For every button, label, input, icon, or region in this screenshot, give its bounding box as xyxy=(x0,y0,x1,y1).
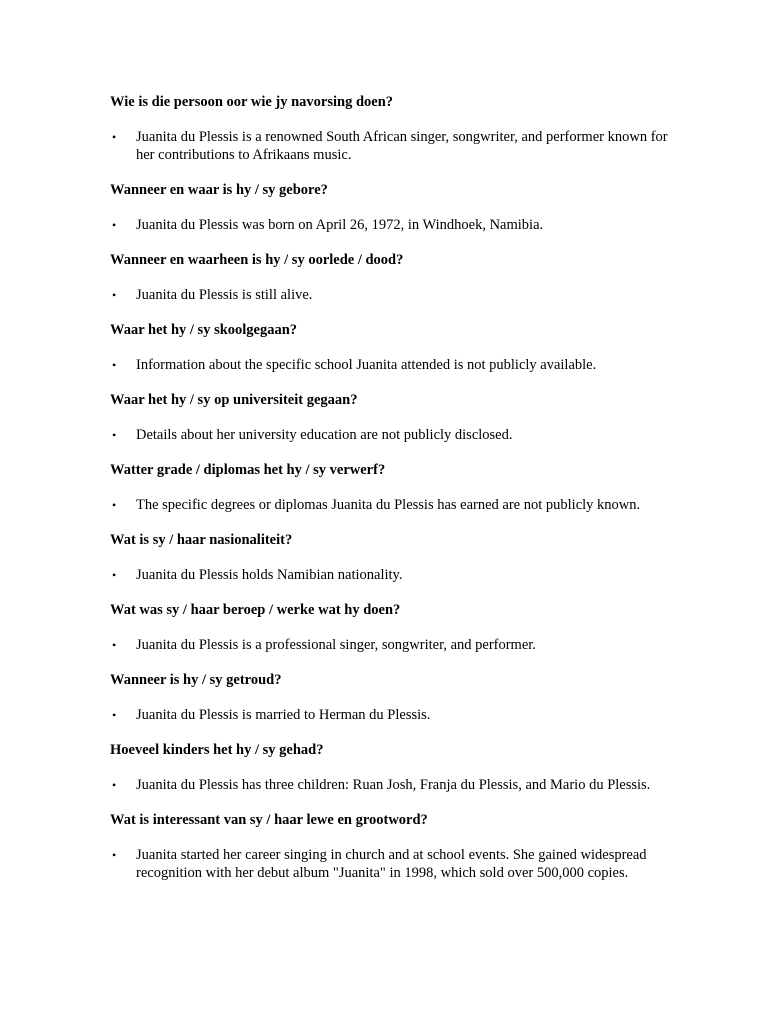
answer-item xyxy=(110,128,680,164)
question-heading: Wat is sy / haar nasionaliteit? xyxy=(110,532,293,548)
answer-text: Juanita started her career singing in church and at school events. She gained widespread recognition with her debut album "Juanita" in 1998, which sold over 500,000 copies. xyxy=(136,847,647,881)
qa-section xyxy=(110,601,680,654)
answer-text: Juanita du Plessis is still alive. xyxy=(136,287,313,303)
bullet-icon: • xyxy=(112,288,117,302)
answer-list xyxy=(110,776,680,794)
answer-item xyxy=(110,776,680,794)
bullet-icon: • xyxy=(112,498,117,512)
answer-text: Juanita du Plessis is married to Herman du Plessis. xyxy=(136,707,431,723)
answer-text: Details about her university education are not publicly disclosed. xyxy=(136,427,513,443)
answer-list xyxy=(110,128,680,164)
question-heading: Waar het hy / sy op universiteit gegaan? xyxy=(110,392,358,408)
answer-text: The specific degrees or diplomas Juanita du Plessis has earned are not publicly known. xyxy=(136,497,641,513)
qa-section xyxy=(110,251,680,304)
bullet-icon: • xyxy=(112,130,117,144)
question-heading: Hoeveel kinders het hy / sy gehad? xyxy=(110,742,324,758)
answer-list xyxy=(110,636,680,654)
question-heading: Wanneer en waarheen is hy / sy oorlede / dood? xyxy=(110,252,404,268)
answer-text: Juanita du Plessis has three children: Ruan Josh, Franja du Plessis, and Mario du Plessis. xyxy=(136,777,651,793)
question-heading: Wie is die persoon oor wie jy navorsing doen? xyxy=(110,94,394,110)
qa-section xyxy=(110,391,680,444)
bullet-icon: • xyxy=(112,708,117,722)
answer-text: Juanita du Plessis is a professional singer, songwriter, and performer. xyxy=(136,637,536,653)
qa-section xyxy=(110,321,680,374)
answer-list xyxy=(110,846,680,882)
qa-section xyxy=(110,811,680,882)
bullet-icon: • xyxy=(112,358,117,372)
answer-list xyxy=(110,216,680,234)
qa-section xyxy=(110,93,680,164)
answer-text: Juanita du Plessis was born on April 26, 1972, in Windhoek, Namibia. xyxy=(136,217,544,233)
answer-item xyxy=(110,216,680,234)
answer-list xyxy=(110,496,680,514)
answer-list xyxy=(110,566,680,584)
answer-item xyxy=(110,426,680,444)
answer-list xyxy=(110,356,680,374)
question-heading: Wat is interessant van sy / haar lewe en grootword? xyxy=(110,812,428,828)
question-heading: Wat was sy / haar beroep / werke wat hy doen? xyxy=(110,602,401,618)
qa-section xyxy=(110,531,680,584)
bullet-icon: • xyxy=(112,428,117,442)
bullet-icon: • xyxy=(112,848,117,862)
answer-item xyxy=(110,566,680,584)
answer-text: Information about the specific school Juanita attended is not publicly available. xyxy=(136,357,597,373)
answer-list xyxy=(110,426,680,444)
answer-text: Juanita du Plessis is a renowned South African singer, songwriter, and performer known for her contributions to Afrikaans music. xyxy=(136,129,668,163)
answer-item xyxy=(110,846,680,882)
bullet-icon: • xyxy=(112,568,117,582)
question-heading: Watter grade / diplomas het hy / sy verwerf? xyxy=(110,462,386,478)
qa-section xyxy=(110,181,680,234)
answer-text: Juanita du Plessis holds Namibian nationality. xyxy=(136,567,403,583)
question-heading: Wanneer en waar is hy / sy gebore? xyxy=(110,182,328,198)
bullet-icon: • xyxy=(112,218,117,232)
answer-item xyxy=(110,356,680,374)
answer-item xyxy=(110,706,680,724)
question-heading: Waar het hy / sy skoolgegaan? xyxy=(110,322,298,338)
answer-item xyxy=(110,286,680,304)
answer-list xyxy=(110,706,680,724)
question-heading: Wanneer is hy / sy getroud? xyxy=(110,672,282,688)
answer-item xyxy=(110,636,680,654)
qa-section xyxy=(110,461,680,514)
qa-section xyxy=(110,671,680,724)
bullet-icon: • xyxy=(112,638,117,652)
answer-item xyxy=(110,496,680,514)
answer-list xyxy=(110,286,680,304)
bullet-icon: • xyxy=(112,778,117,792)
document-body xyxy=(110,93,680,899)
qa-section xyxy=(110,741,680,794)
